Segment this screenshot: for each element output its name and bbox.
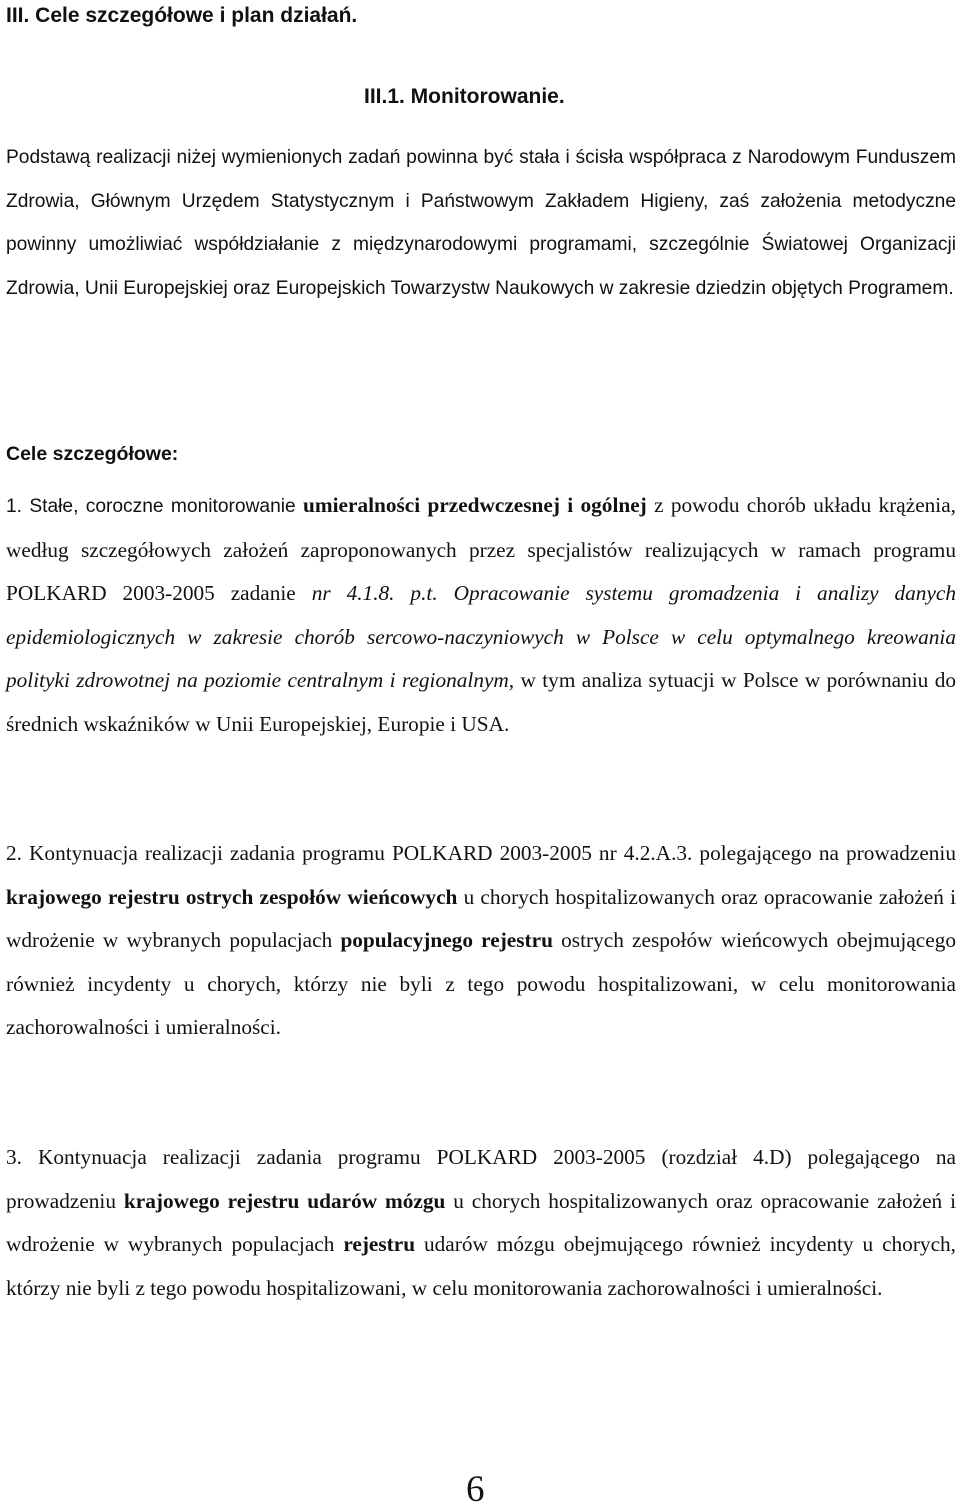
goal-item-1 — [6, 484, 956, 746]
goal-1-text: 1. Stałe, coroczne monitorowanie — [6, 496, 304, 517]
section-title: III. Cele szczegółowe i plan działań. — [6, 4, 358, 27]
goal-2-text-3: ostrych zespołów wieńcowych obejmującego również incydenty u chorych, którzy nie byli z tego powodu hospitalizowani, w celu monitorowania zachorowalności i umieralności. — [6, 928, 957, 1039]
goal-item-2 — [6, 832, 956, 1050]
subsection-title: III.1. Monitorowanie. — [364, 85, 565, 108]
goal-1-text-3: w tym analiza sytuacji w Polsce w porównaniu do średnich wskaźników w Unii Europejskiej, Europie i USA. — [6, 668, 956, 736]
goal-1-bold: umieralności przedwczesnej i ogólnej — [303, 493, 647, 517]
goal-2-bold: krajowego rejestru ostrych zespołów wieńcowych — [6, 884, 458, 909]
goal-item-3 — [6, 1136, 956, 1310]
goal-3-text-3: udarów mózgu obejmującego również incydenty u chorych, którzy nie byli z tego powodu hospitalizowani, w celu monitorowania zachorowalności i umieralności. — [6, 1232, 956, 1300]
goal-2-text-2: u chorych hospitalizowanych oraz opracowanie założeń i wdrożenie w wybranych populacjach — [6, 884, 956, 952]
goal-2-text: 2. Kontynuacja realizacji zadania programu POLKARD 2003-2005 nr 4.2.A.3. polegającego na prowadzeniu — [6, 841, 956, 865]
goal-3-text-2: u chorych hospitalizowanych oraz opracowanie założeń i wdrożenie w wybranych populacjach — [6, 1188, 956, 1256]
intro-paragraph: Podstawą realizacji niżej wymienionych zadań powinna być stała i ścisła współpraca z Narodowym Funduszem Zdrowia, Głównym Urzędem Statystycznym i Państwowym Zakładem Higieny, zaś założenia metodyczne powinny umożliwiać współdziałanie z międzynarodowymi programami, szczególnie Światowej Organizacji Zdrowia, Unii Europejskiej oraz Europejskich Towarzystw Naukowych w zakresie dziedzin objętych Programem. — [6, 147, 956, 299]
goals-heading: Cele szczegółowe: — [6, 443, 179, 465]
page-number: 6 — [466, 1469, 485, 1510]
goal-3-bold-2: rejestru — [343, 1232, 416, 1256]
goal-1-text-2: z powodu chorób układu krążenia, według szczegółowych założeń zaproponowanych przez specjalistów realizujących w ramach programu POLKARD 2003-2005 zadanie — [6, 493, 956, 605]
goal-1-task-title: nr 4.1.8. p.t. Opracowanie systemu gromadzenia i analizy danych epidemiologicznych w zakresie chorób sercowo-naczyniowych w Polsce w celu optymalnego kreowania polityki zdrowotnej na poziomie centralnym i regionalnym, — [6, 581, 956, 692]
goal-3-bold: krajowego rejestru udarów mózgu — [123, 1188, 446, 1213]
goal-2-bold-2: populacyjnego rejestru — [340, 928, 553, 952]
goal-3-text: 3. Kontynuacja realizacji zadania programu POLKARD 2003-2005 (rozdział 4.D) polegającego na prowadzeniu — [6, 1145, 956, 1213]
